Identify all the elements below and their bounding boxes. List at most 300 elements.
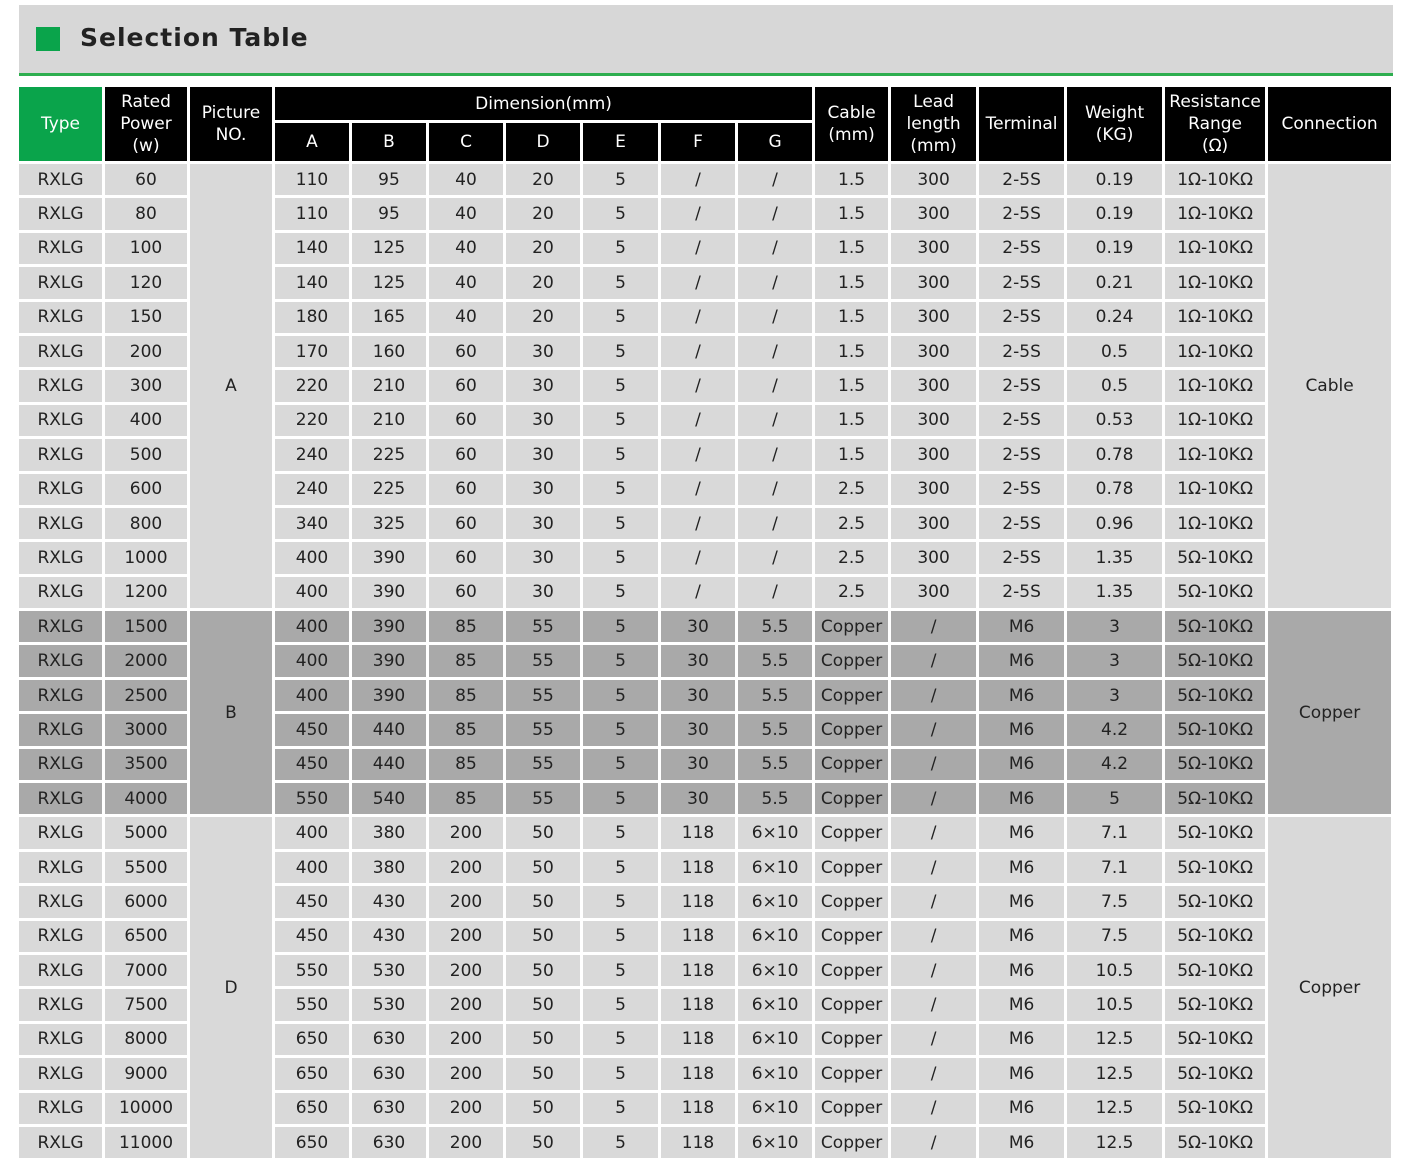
- table-cell: 6×10: [738, 1127, 812, 1158]
- table-cell: 6×10: [738, 921, 812, 952]
- table-cell: 630: [352, 1127, 426, 1158]
- connection-cell: Copper: [1268, 817, 1391, 1158]
- table-cell: Copper: [815, 852, 888, 883]
- table-cell: 300: [891, 542, 976, 573]
- table-cell: 125: [352, 267, 426, 298]
- table-cell: 5Ω-10KΩ: [1165, 611, 1265, 642]
- table-cell: 6×10: [738, 1024, 812, 1055]
- table-cell: 60: [429, 474, 503, 505]
- table-cell: 1Ω-10KΩ: [1165, 164, 1265, 195]
- table-cell: 5500: [105, 852, 187, 883]
- table-cell: RXLG: [19, 1093, 102, 1124]
- table-cell: /: [891, 1093, 976, 1124]
- table-cell: RXLG: [19, 1024, 102, 1055]
- table-cell: RXLG: [19, 1058, 102, 1089]
- table-cell: 5: [583, 542, 658, 573]
- table-cell: 1Ω-10KΩ: [1165, 336, 1265, 367]
- table-cell: 0.21: [1067, 267, 1162, 298]
- table-cell: 1000: [105, 542, 187, 573]
- table-cell: 400: [105, 405, 187, 436]
- table-cell: 12.5: [1067, 1093, 1162, 1124]
- table-cell: 2.5: [815, 508, 888, 539]
- table-cell: 10.5: [1067, 989, 1162, 1020]
- table-cell: RXLG: [19, 714, 102, 745]
- table-cell: M6: [979, 817, 1064, 848]
- table-cell: 5Ω-10KΩ: [1165, 714, 1265, 745]
- table-cell: 2-5S: [979, 508, 1064, 539]
- table-cell: 60: [429, 577, 503, 608]
- table-cell: /: [891, 749, 976, 780]
- table-cell: 5: [583, 336, 658, 367]
- table-cell: 50: [506, 1093, 580, 1124]
- table-cell: 3: [1067, 611, 1162, 642]
- table-cell: 7.5: [1067, 886, 1162, 917]
- table-cell: 5Ω-10KΩ: [1165, 955, 1265, 986]
- table-cell: /: [661, 405, 735, 436]
- table-cell: 50: [506, 1127, 580, 1158]
- table-cell: 430: [352, 886, 426, 917]
- table-cell: 5: [583, 1093, 658, 1124]
- table-cell: 530: [352, 989, 426, 1020]
- table-cell: 210: [352, 370, 426, 401]
- table-cell: 5: [583, 233, 658, 264]
- table-cell: /: [891, 1024, 976, 1055]
- table-body: [19, 164, 1391, 1158]
- table-cell: 7.5: [1067, 921, 1162, 952]
- table-cell: 800: [105, 508, 187, 539]
- table-cell: 5: [583, 577, 658, 608]
- table-cell: Copper: [815, 749, 888, 780]
- table-cell: 200: [429, 1058, 503, 1089]
- table-cell: 1Ω-10KΩ: [1165, 233, 1265, 264]
- col-header-dim-d: D: [506, 123, 580, 161]
- table-cell: RXLG: [19, 852, 102, 883]
- table-cell: 200: [429, 817, 503, 848]
- table-cell: 5Ω-10KΩ: [1165, 749, 1265, 780]
- table-cell: Copper: [815, 783, 888, 814]
- table-cell: 95: [352, 198, 426, 229]
- table-cell: 5Ω-10KΩ: [1165, 542, 1265, 573]
- table-cell: 5: [583, 405, 658, 436]
- table-cell: 200: [429, 1127, 503, 1158]
- table-cell: 300: [891, 439, 976, 470]
- table-cell: RXLG: [19, 439, 102, 470]
- table-cell: RXLG: [19, 989, 102, 1020]
- table-cell: M6: [979, 852, 1064, 883]
- table-cell: 30: [661, 714, 735, 745]
- table-cell: M6: [979, 989, 1064, 1020]
- table-cell: /: [661, 302, 735, 333]
- table-cell: 60: [429, 508, 503, 539]
- table-cell: 40: [429, 164, 503, 195]
- table-cell: 20: [506, 164, 580, 195]
- table-cell: 100: [105, 233, 187, 264]
- table-cell: 20: [506, 233, 580, 264]
- table-cell: /: [661, 577, 735, 608]
- table-cell: 650: [275, 1058, 349, 1089]
- table-cell: RXLG: [19, 405, 102, 436]
- table-cell: 5: [1067, 783, 1162, 814]
- table-cell: 30: [661, 783, 735, 814]
- table-cell: 118: [661, 886, 735, 917]
- table-cell: 400: [275, 817, 349, 848]
- table-cell: 240: [275, 474, 349, 505]
- table-cell: 2-5S: [979, 577, 1064, 608]
- col-header-dim-e: E: [583, 123, 658, 161]
- table-cell: 125: [352, 233, 426, 264]
- table-cell: M6: [979, 645, 1064, 676]
- table-cell: 0.19: [1067, 164, 1162, 195]
- col-header-resistance-range: Resistance Range (Ω): [1165, 87, 1265, 161]
- table-cell: 0.5: [1067, 370, 1162, 401]
- table-cell: 5: [583, 267, 658, 298]
- table-cell: 340: [275, 508, 349, 539]
- table-cell: Copper: [815, 1024, 888, 1055]
- table-cell: 7.1: [1067, 817, 1162, 848]
- table-cell: Copper: [815, 680, 888, 711]
- table-cell: /: [661, 508, 735, 539]
- table-cell: 300: [891, 233, 976, 264]
- table-cell: 55: [506, 714, 580, 745]
- table-cell: 200: [429, 955, 503, 986]
- table-cell: 1.5: [815, 370, 888, 401]
- table-cell: 12.5: [1067, 1127, 1162, 1158]
- table-cell: 430: [352, 921, 426, 952]
- table-cell: 5: [583, 508, 658, 539]
- col-header-picture-no: Picture NO.: [190, 87, 272, 161]
- table-cell: 300: [891, 302, 976, 333]
- table-cell: 300: [105, 370, 187, 401]
- table-cell: 55: [506, 645, 580, 676]
- table-cell: 5: [583, 783, 658, 814]
- table-cell: 5Ω-10KΩ: [1165, 921, 1265, 952]
- table-cell: 40: [429, 302, 503, 333]
- table-cell: 450: [275, 921, 349, 952]
- table-cell: Copper: [815, 645, 888, 676]
- table-cell: /: [891, 680, 976, 711]
- table-cell: 5: [583, 439, 658, 470]
- table-cell: 1Ω-10KΩ: [1165, 370, 1265, 401]
- table-cell: 2-5S: [979, 439, 1064, 470]
- table-cell: 20: [506, 198, 580, 229]
- table-cell: 240: [275, 439, 349, 470]
- table-cell: 55: [506, 680, 580, 711]
- table-cell: 50: [506, 886, 580, 917]
- table-cell: 50: [506, 1058, 580, 1089]
- table-cell: 118: [661, 989, 735, 1020]
- table-cell: M6: [979, 1093, 1064, 1124]
- table-cell: 600: [105, 474, 187, 505]
- table-cell: M6: [979, 783, 1064, 814]
- table-cell: 5: [583, 474, 658, 505]
- table-cell: Copper: [815, 611, 888, 642]
- table-cell: 2-5S: [979, 370, 1064, 401]
- table-cell: 0.19: [1067, 198, 1162, 229]
- table-cell: Copper: [815, 817, 888, 848]
- table-cell: /: [738, 302, 812, 333]
- table-cell: /: [891, 611, 976, 642]
- table-cell: 40: [429, 233, 503, 264]
- table-cell: M6: [979, 749, 1064, 780]
- table-cell: 40: [429, 198, 503, 229]
- table-cell: 5Ω-10KΩ: [1165, 577, 1265, 608]
- table-cell: 20: [506, 267, 580, 298]
- table-cell: 5: [583, 921, 658, 952]
- table-cell: /: [661, 474, 735, 505]
- table-cell: 200: [429, 852, 503, 883]
- table-cell: 225: [352, 474, 426, 505]
- table-cell: 30: [661, 680, 735, 711]
- table-cell: 300: [891, 336, 976, 367]
- table-cell: 200: [105, 336, 187, 367]
- page-title: Selection Table: [80, 23, 309, 52]
- table-cell: 6×10: [738, 989, 812, 1020]
- table-cell: 50: [506, 989, 580, 1020]
- table-cell: /: [891, 645, 976, 676]
- table-cell: 2-5S: [979, 233, 1064, 264]
- table-cell: Copper: [815, 955, 888, 986]
- table-cell: 400: [275, 680, 349, 711]
- table-cell: 1.5: [815, 336, 888, 367]
- table-cell: 550: [275, 783, 349, 814]
- table-cell: 5Ω-10KΩ: [1165, 1127, 1265, 1158]
- table-cell: 110: [275, 164, 349, 195]
- table-cell: RXLG: [19, 267, 102, 298]
- table-cell: RXLG: [19, 542, 102, 573]
- table-cell: 6×10: [738, 886, 812, 917]
- table-cell: 118: [661, 852, 735, 883]
- picture-no-cell: D: [190, 817, 272, 1158]
- table-cell: 390: [352, 577, 426, 608]
- table-cell: 0.5: [1067, 336, 1162, 367]
- table-cell: 8000: [105, 1024, 187, 1055]
- table-cell: 2-5S: [979, 198, 1064, 229]
- table-cell: 11000: [105, 1127, 187, 1158]
- table-cell: 85: [429, 714, 503, 745]
- table-cell: 630: [352, 1093, 426, 1124]
- table-cell: Copper: [815, 921, 888, 952]
- table-cell: /: [738, 336, 812, 367]
- table-cell: /: [661, 198, 735, 229]
- table-cell: 400: [275, 542, 349, 573]
- table-cell: RXLG: [19, 680, 102, 711]
- table-cell: 225: [352, 439, 426, 470]
- table-cell: 5: [583, 852, 658, 883]
- table-cell: 400: [275, 645, 349, 676]
- table-cell: 55: [506, 611, 580, 642]
- col-header-dim-a: A: [275, 123, 349, 161]
- table-cell: 2-5S: [979, 267, 1064, 298]
- table-cell: /: [738, 233, 812, 264]
- table-cell: 1.5: [815, 439, 888, 470]
- table-cell: 2000: [105, 645, 187, 676]
- table-cell: 6×10: [738, 817, 812, 848]
- col-header-dim-f: F: [661, 123, 735, 161]
- table-cell: 5.5: [738, 749, 812, 780]
- table-cell: 118: [661, 817, 735, 848]
- table-cell: 200: [429, 921, 503, 952]
- table-cell: 450: [275, 749, 349, 780]
- table-cell: 2-5S: [979, 164, 1064, 195]
- table-cell: 650: [275, 1024, 349, 1055]
- table-cell: 140: [275, 267, 349, 298]
- table-cell: /: [661, 336, 735, 367]
- table-cell: 1Ω-10KΩ: [1165, 439, 1265, 470]
- table-cell: 5Ω-10KΩ: [1165, 645, 1265, 676]
- table-cell: 5: [583, 645, 658, 676]
- table-cell: 5: [583, 611, 658, 642]
- table-cell: 5: [583, 989, 658, 1020]
- table-cell: 5Ω-10KΩ: [1165, 783, 1265, 814]
- table-cell: RXLG: [19, 198, 102, 229]
- table-cell: 2-5S: [979, 542, 1064, 573]
- table-cell: 2.5: [815, 577, 888, 608]
- table-cell: /: [738, 370, 812, 401]
- table-cell: 5: [583, 164, 658, 195]
- table-cell: 450: [275, 714, 349, 745]
- table-cell: 1.35: [1067, 577, 1162, 608]
- table-cell: M6: [979, 955, 1064, 986]
- table-cell: /: [891, 852, 976, 883]
- table-cell: 150: [105, 302, 187, 333]
- col-header-cable: Cable (mm): [815, 87, 888, 161]
- table-cell: RXLG: [19, 164, 102, 195]
- table-cell: 118: [661, 1058, 735, 1089]
- table-cell: RXLG: [19, 817, 102, 848]
- selection-table: [16, 84, 1394, 1161]
- table-cell: 1Ω-10KΩ: [1165, 198, 1265, 229]
- table-cell: 2.5: [815, 542, 888, 573]
- table-cell: 50: [506, 921, 580, 952]
- table-cell: 9000: [105, 1058, 187, 1089]
- table-cell: 7500: [105, 989, 187, 1020]
- table-cell: 1Ω-10KΩ: [1165, 267, 1265, 298]
- table-cell: 2.5: [815, 474, 888, 505]
- table-cell: 220: [275, 405, 349, 436]
- table-cell: RXLG: [19, 886, 102, 917]
- table-cell: 390: [352, 542, 426, 573]
- table-cell: 55: [506, 749, 580, 780]
- table-cell: 6×10: [738, 1058, 812, 1089]
- table-cell: /: [891, 1127, 976, 1158]
- table-cell: 5: [583, 680, 658, 711]
- table-cell: 630: [352, 1024, 426, 1055]
- table-cell: 540: [352, 783, 426, 814]
- table-cell: 5Ω-10KΩ: [1165, 886, 1265, 917]
- table-cell: 20: [506, 302, 580, 333]
- table-cell: 6×10: [738, 1093, 812, 1124]
- table-cell: 200: [429, 989, 503, 1020]
- table-cell: Copper: [815, 1127, 888, 1158]
- table-cell: 1.5: [815, 198, 888, 229]
- table-cell: 0.78: [1067, 474, 1162, 505]
- table-cell: 118: [661, 1093, 735, 1124]
- table-cell: 1Ω-10KΩ: [1165, 474, 1265, 505]
- table-cell: 30: [506, 336, 580, 367]
- table-cell: 60: [429, 542, 503, 573]
- table-cell: /: [891, 1058, 976, 1089]
- table-cell: 1.5: [815, 405, 888, 436]
- table-cell: 5: [583, 714, 658, 745]
- table-row: [19, 611, 1391, 642]
- table-cell: 5: [583, 749, 658, 780]
- table-cell: Copper: [815, 714, 888, 745]
- table-cell: 50: [506, 852, 580, 883]
- table-cell: M6: [979, 680, 1064, 711]
- table-cell: 118: [661, 1127, 735, 1158]
- table-cell: 300: [891, 198, 976, 229]
- table-cell: 3000: [105, 714, 187, 745]
- table-cell: 500: [105, 439, 187, 470]
- table-cell: /: [891, 783, 976, 814]
- table-cell: Copper: [815, 989, 888, 1020]
- table-cell: /: [738, 405, 812, 436]
- table-cell: RXLG: [19, 749, 102, 780]
- table-cell: 3500: [105, 749, 187, 780]
- table-cell: 400: [275, 577, 349, 608]
- table-cell: M6: [979, 886, 1064, 917]
- table-cell: 30: [506, 542, 580, 573]
- table-cell: 3: [1067, 645, 1162, 676]
- table-cell: 50: [506, 1024, 580, 1055]
- table-cell: 2-5S: [979, 474, 1064, 505]
- table-cell: 30: [506, 508, 580, 539]
- table-cell: 30: [661, 749, 735, 780]
- table-cell: 30: [506, 370, 580, 401]
- table-cell: 220: [275, 370, 349, 401]
- table-cell: /: [891, 817, 976, 848]
- table-cell: 0.96: [1067, 508, 1162, 539]
- table-cell: 2-5S: [979, 405, 1064, 436]
- table-cell: 300: [891, 508, 976, 539]
- table-cell: 5000: [105, 817, 187, 848]
- table-cell: 0.24: [1067, 302, 1162, 333]
- table-cell: RXLG: [19, 1127, 102, 1158]
- table-cell: 30: [661, 611, 735, 642]
- table-cell: /: [738, 577, 812, 608]
- table-cell: 60: [429, 405, 503, 436]
- table-cell: 85: [429, 749, 503, 780]
- table-cell: 5: [583, 370, 658, 401]
- green-square-icon: [36, 27, 60, 51]
- table-cell: 12.5: [1067, 1058, 1162, 1089]
- table-cell: 7000: [105, 955, 187, 986]
- col-header-weight: Weight (KG): [1067, 87, 1162, 161]
- table-cell: 380: [352, 817, 426, 848]
- table-cell: RXLG: [19, 577, 102, 608]
- table-cell: 1Ω-10KΩ: [1165, 405, 1265, 436]
- table-cell: 1500: [105, 611, 187, 642]
- table-cell: Copper: [815, 886, 888, 917]
- connection-cell: Copper: [1268, 611, 1391, 814]
- table-cell: 40: [429, 267, 503, 298]
- table-cell: 200: [429, 1024, 503, 1055]
- table-cell: 300: [891, 267, 976, 298]
- table-cell: 60: [429, 370, 503, 401]
- table-cell: 50: [506, 817, 580, 848]
- table-cell: 180: [275, 302, 349, 333]
- col-header-dimension: Dimension(mm): [275, 87, 812, 120]
- table-cell: 60: [429, 336, 503, 367]
- table-cell: /: [738, 164, 812, 195]
- table-cell: /: [661, 233, 735, 264]
- table-cell: 60: [105, 164, 187, 195]
- table-cell: 325: [352, 508, 426, 539]
- table-cell: 30: [506, 405, 580, 436]
- table-cell: RXLG: [19, 474, 102, 505]
- table-cell: RXLG: [19, 233, 102, 264]
- table-cell: /: [738, 508, 812, 539]
